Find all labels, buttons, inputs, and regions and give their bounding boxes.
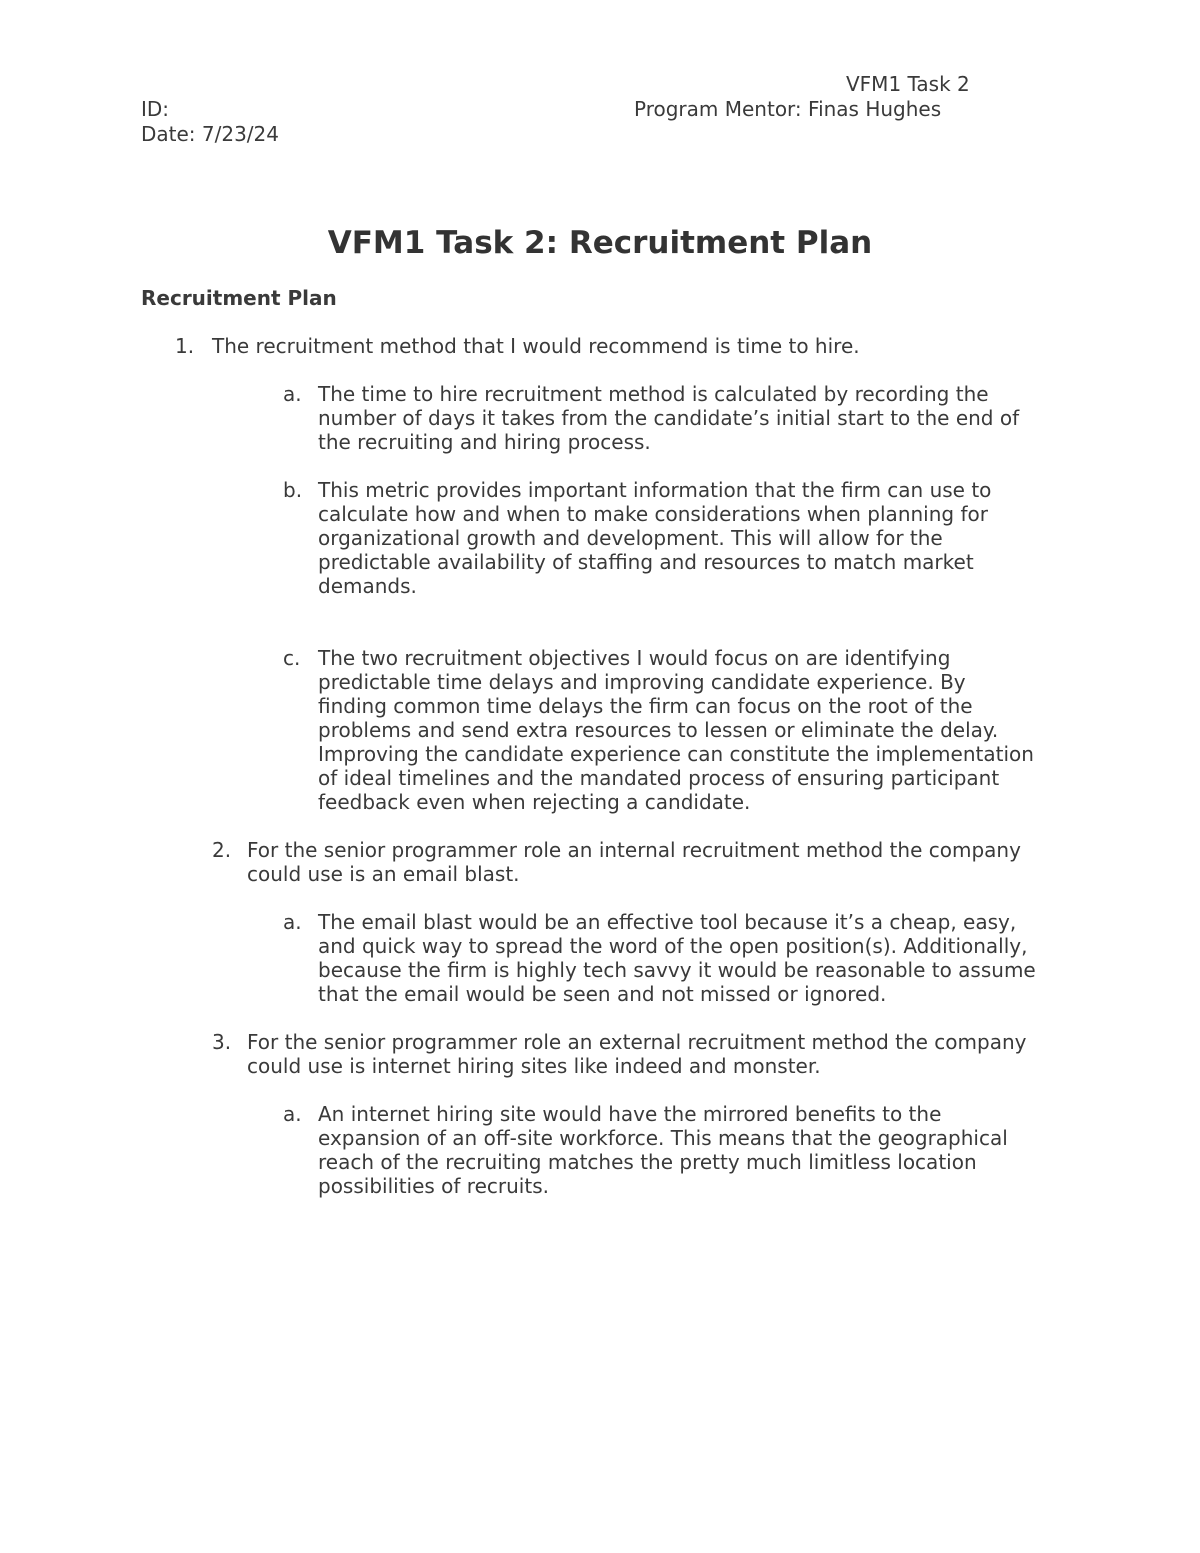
text-line: could use is internet hiring sites like indeed and monster. bbox=[247, 1054, 821, 1078]
sub-list-marker: a. bbox=[283, 910, 302, 934]
sub-list-marker: c. bbox=[283, 646, 301, 670]
sub-list-item-text bbox=[318, 382, 1070, 454]
sub-list-item-text bbox=[318, 1102, 1070, 1198]
list-marker: 2. bbox=[212, 838, 232, 862]
text-line: The recruitment method that I would recommend is time to hire. bbox=[212, 334, 860, 358]
text-line: predictable time delays and improving candidate experience. By bbox=[318, 670, 966, 694]
list-item-text bbox=[247, 838, 1067, 886]
text-line: calculate how and when to make considerations when planning for bbox=[318, 502, 988, 526]
text-line: could use is an email blast. bbox=[247, 862, 520, 886]
text-line: organizational growth and development. This will allow for the bbox=[318, 526, 943, 550]
list-marker: 1. bbox=[175, 334, 195, 358]
text-line: expansion of an off-site workforce. This means that the geographical bbox=[318, 1126, 1008, 1150]
sub-list-marker: a. bbox=[283, 1102, 302, 1126]
header-mentor-label: Program Mentor: Finas Hughes bbox=[634, 97, 942, 121]
text-line: demands. bbox=[318, 574, 417, 598]
document-title: VFM1 Task 2: Recruitment Plan bbox=[327, 225, 873, 261]
text-line: finding common time delays the firm can focus on the root of the bbox=[318, 694, 973, 718]
sub-list-marker: b. bbox=[283, 478, 303, 502]
sub-list-item-text bbox=[318, 910, 1070, 1006]
text-line: the recruiting and hiring process. bbox=[318, 430, 651, 454]
section-heading: Recruitment Plan bbox=[141, 286, 337, 310]
text-line: and quick way to spread the word of the open position(s). Additionally, bbox=[318, 934, 1028, 958]
text-line: An internet hiring site would have the mirrored benefits to the bbox=[318, 1102, 942, 1126]
text-line: Improving the candidate experience can constitute the implementation bbox=[318, 742, 1034, 766]
text-line: that the email would be seen and not missed or ignored. bbox=[318, 982, 887, 1006]
sub-list-item-text bbox=[318, 646, 1070, 814]
header-task-label: VFM1 Task 2 bbox=[846, 72, 970, 96]
text-line: problems and send extra resources to lessen or eliminate the delay. bbox=[318, 718, 999, 742]
sub-list-marker: a. bbox=[283, 382, 302, 406]
sub-list-item-text bbox=[318, 478, 1070, 598]
text-line: The time to hire recruitment method is calculated by recording the bbox=[318, 382, 989, 406]
text-line: reach of the recruiting matches the pretty much limitless location bbox=[318, 1150, 977, 1174]
text-line: This metric provides important information that the firm can use to bbox=[318, 478, 992, 502]
text-line: predictable availability of staffing and resources to match market bbox=[318, 550, 974, 574]
list-item-text bbox=[212, 334, 1112, 358]
list-marker: 3. bbox=[212, 1030, 232, 1054]
list-item-text bbox=[247, 1030, 1067, 1078]
text-line: of ideal timelines and the mandated process of ensuring participant bbox=[318, 766, 1000, 790]
text-line: For the senior programmer role an internal recruitment method the company bbox=[247, 838, 1021, 862]
text-line: For the senior programmer role an external recruitment method the company bbox=[247, 1030, 1027, 1054]
text-line: number of days it takes from the candidate’s initial start to the end of bbox=[318, 406, 1020, 430]
header-id-label: ID: bbox=[141, 97, 170, 121]
text-line: The two recruitment objectives I would focus on are identifying bbox=[318, 646, 951, 670]
text-line: The email blast would be an effective tool because it’s a cheap, easy, bbox=[318, 910, 1017, 934]
text-line: possibilities of recruits. bbox=[318, 1174, 549, 1198]
header-date-label: Date: 7/23/24 bbox=[141, 122, 279, 146]
text-line: because the firm is highly tech savvy it would be reasonable to assume bbox=[318, 958, 1036, 982]
text-line: feedback even when rejecting a candidate. bbox=[318, 790, 751, 814]
